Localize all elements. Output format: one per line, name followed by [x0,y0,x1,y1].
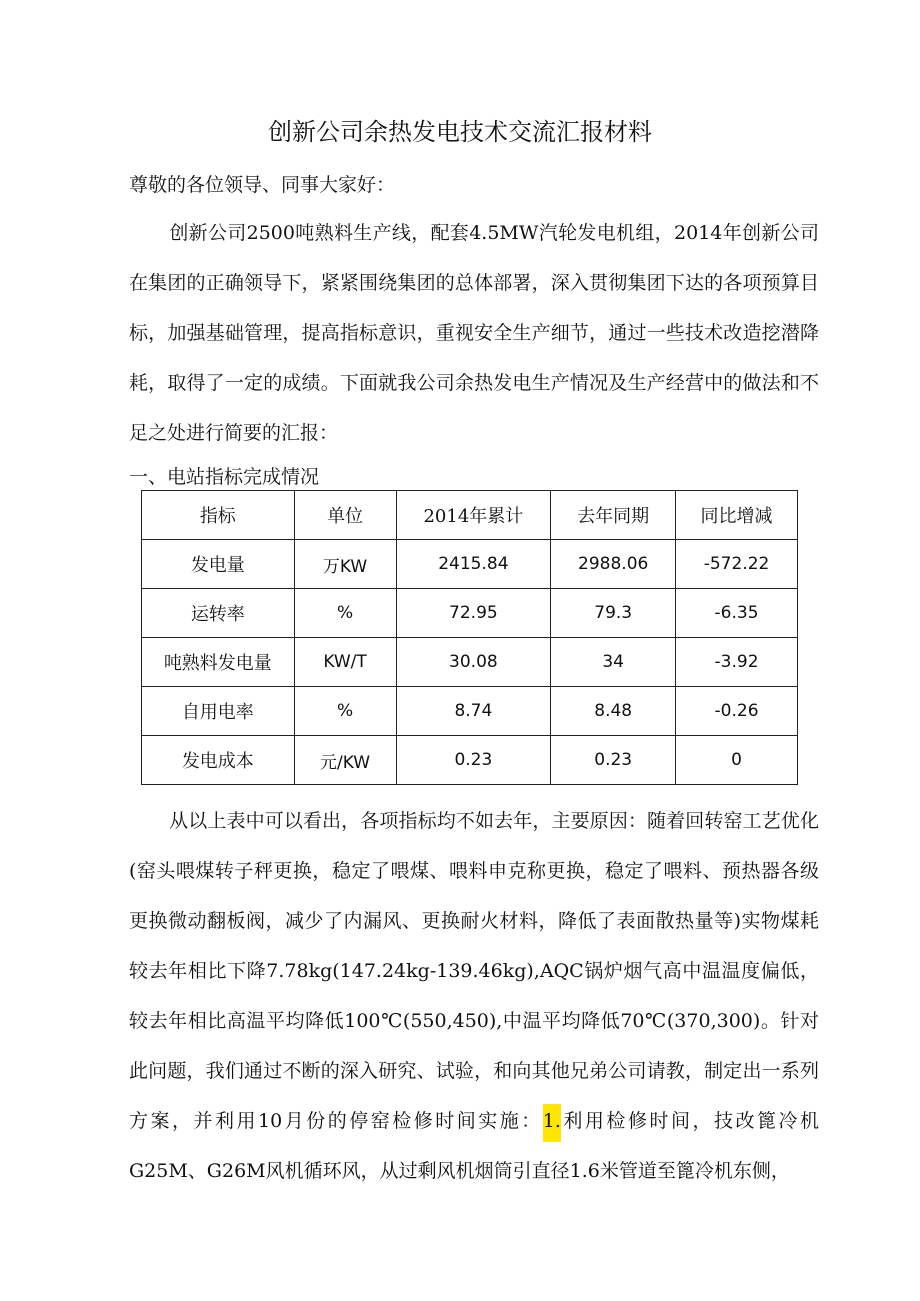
section-heading: 一、电站指标完成情况 [129,466,320,488]
table-cell: 0 [676,736,798,785]
table-header-row [142,491,798,540]
table-cell: % [294,589,396,638]
document-title: 创新公司余热发电技术交流汇报材料 [268,118,652,146]
table-cell: 万KW [294,540,396,589]
table-cell: -0.26 [676,687,798,736]
intro-text: 创新公司2500吨熟料生产线，配套4.5MW汽轮发电机组，2014年创新公司在集团的正确领导下，紧紧围绕集团的总体部署，深入贯彻集团下达的各项预算目标，加强基础管理，提高指标意识，重视安全生产细节，通过一些技术改造挖潜降耗，取得了一定的成绩。下面就我公司余热发电生产情况及生产经营中的做法和不足之处进行简要的汇报： [129,222,819,444]
greeting: 尊敬的各位领导、同事大家好： [129,174,396,196]
table-cell: 30.08 [396,638,551,687]
table-cell: 8.48 [551,687,676,736]
table-row [142,540,798,589]
table-header-cell: 去年同期 [551,491,676,540]
indicator-table [141,490,798,785]
table-cell: 72.95 [396,589,551,638]
table-header-cell: 2014年累计 [396,491,551,540]
table-row [142,638,798,687]
table-cell: 元/KW [294,736,396,785]
table-cell: 79.3 [551,589,676,638]
analysis-text-part2: 利用检修时间，技改篦冷机G25M、G26M风机循环风，从过剩风机烟筒引直径1.6米管道至篦冷机东侧， [129,1110,819,1182]
table-header-cell: 同比增减 [676,491,798,540]
table-cell: % [294,687,396,736]
table-row [142,736,798,785]
table-row [142,687,798,736]
table-cell: 0.23 [396,736,551,785]
analysis-text-part1: 从以上表中可以看出，各项指标均不如去年，主要原因：随着回转窑工艺优化(窑头喂煤转子秤更换，稳定了喂煤、喂料申克称更换，稳定了喂料、预热器各级更换微动翻板阀，减少了内漏风、更换耐火材料，降低了表面散热量等)实物煤耗较去年相比下降7.78kg(147.24kg-139.46kg),AQC锅炉烟气高中温温度偏低，较去年相比高温平均降低100℃(550,450),中温平均降低70℃(370,300)。针对此问题，我们通过不断的深入研究、试验，和向其他兄弟公司请教，制定出一系列方案，并利用10月份的停窑检修时间实施： [129,810,819,1132]
table-cell: -3.92 [676,638,798,687]
table-row [142,589,798,638]
intro-paragraph [129,208,819,458]
table-cell: 吨熟料发电量 [142,638,295,687]
analysis-paragraph [129,796,819,1196]
table-cell: 发电成本 [142,736,295,785]
table-cell: -572.22 [676,540,798,589]
table-cell: 8.74 [396,687,551,736]
table-header-cell: 指标 [142,491,295,540]
table-header-cell: 单位 [294,491,396,540]
table-cell: KW/T [294,638,396,687]
table-cell: 2415.84 [396,540,551,589]
table-cell: 发电量 [142,540,295,589]
table-cell: -6.35 [676,589,798,638]
table-cell: 自用电率 [142,687,295,736]
table-cell: 2988.06 [551,540,676,589]
highlighted-marker: 1. [543,1104,561,1142]
table-cell: 运转率 [142,589,295,638]
table-cell: 34 [551,638,676,687]
table-cell: 0.23 [551,736,676,785]
